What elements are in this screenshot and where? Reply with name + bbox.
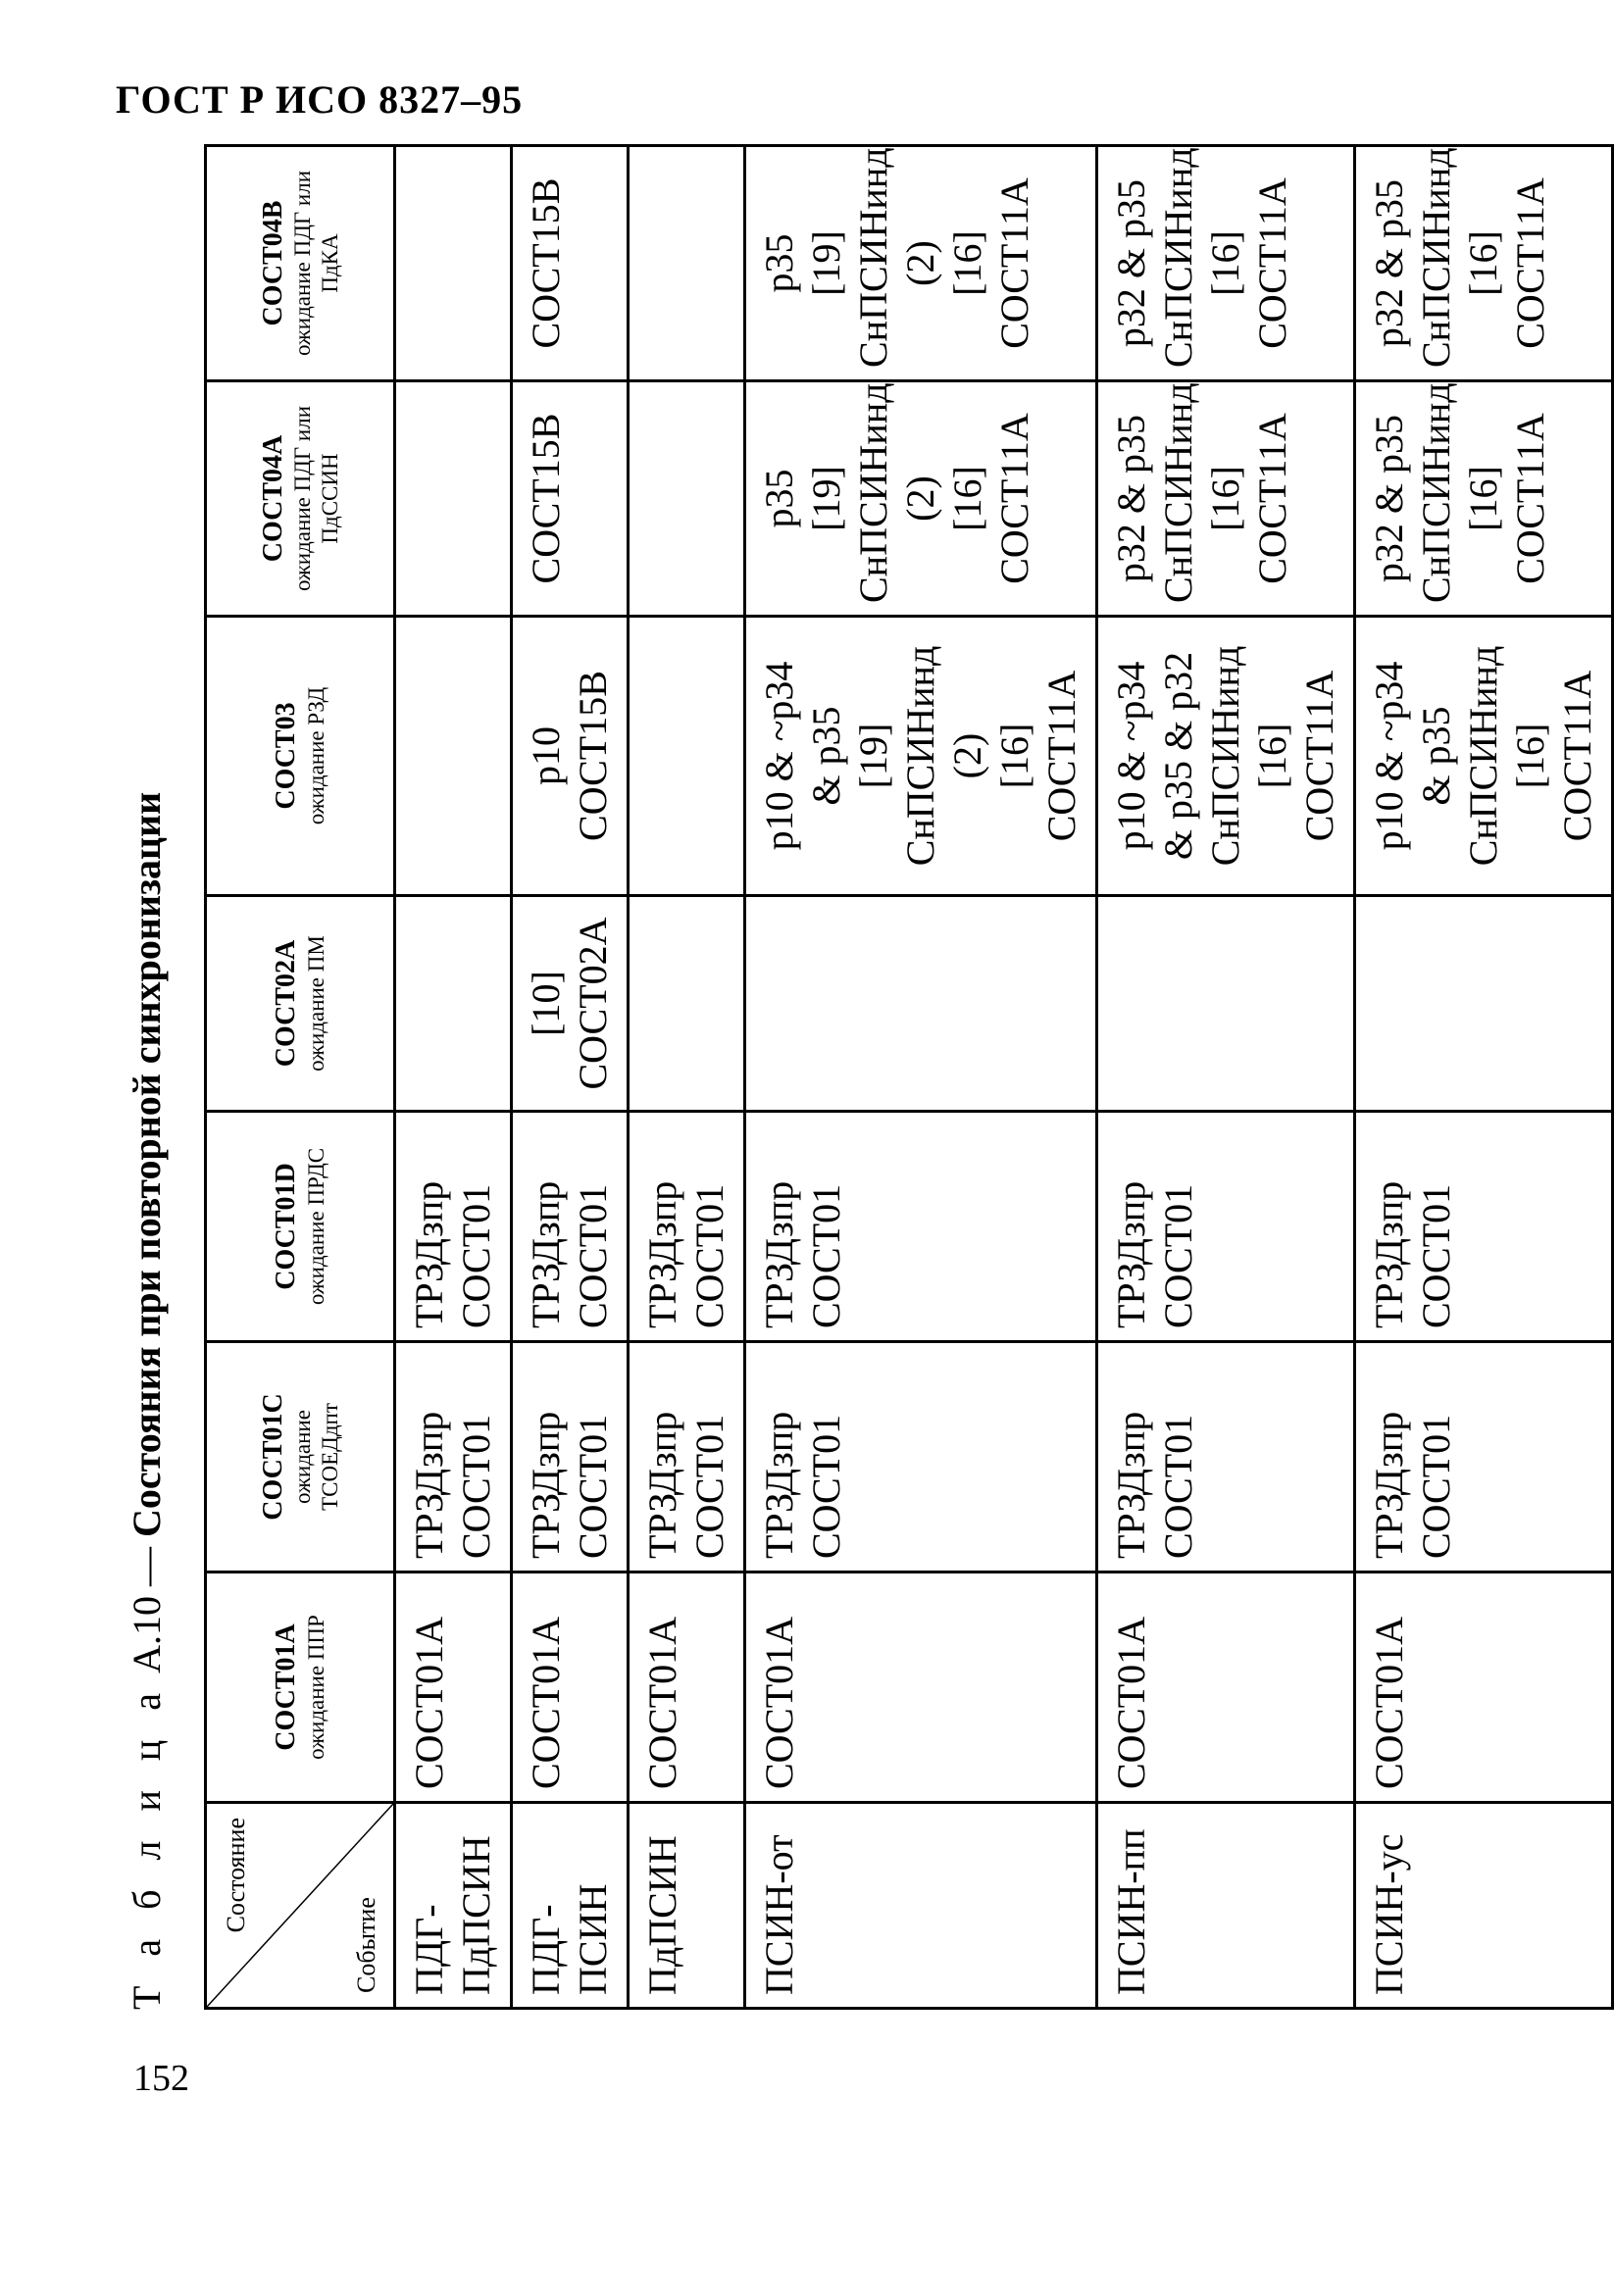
cell-line: [16] [945, 466, 989, 531]
cell-line: [19] [851, 723, 895, 789]
column-description: ожидание ПДГ или ПдКА [290, 170, 342, 357]
caption-title: Состояния при повторной синхронизации [125, 791, 169, 1538]
cell-line: [16] [992, 723, 1036, 789]
table-cell [629, 1572, 745, 1803]
table-caption [118, 792, 177, 2010]
cell-line: p32 & p35 [1109, 414, 1153, 583]
cell-line: ТРЗДзпр [524, 1180, 568, 1328]
table-cell [395, 1342, 512, 1572]
column-description: ожидание ПДГ или ПдССИН [290, 405, 342, 592]
table-cell [395, 896, 512, 1112]
table-row [1097, 146, 1355, 2009]
table-cell [1097, 1572, 1355, 1803]
column-code: СОСТ04В [257, 200, 288, 326]
table-cell [745, 1342, 1097, 1572]
column-header [206, 1342, 395, 1572]
table-cell [629, 146, 745, 381]
cell-line: СнПСИНинд [1414, 147, 1458, 368]
column-header [206, 617, 395, 896]
cell-line: СОСТ01А [1367, 1616, 1411, 1789]
caption-number: А.10 — [125, 1547, 169, 1673]
table-cell [1355, 1112, 1613, 1342]
cell-line: ТРЗДзпр [757, 1180, 801, 1328]
table-cell [745, 1572, 1097, 1803]
table-cell [395, 1112, 512, 1342]
cell-line: ТРЗДзпр [757, 1411, 801, 1559]
cell-line: СнПСИНинд [898, 645, 942, 867]
cell-line: ТРЗДзпр [1109, 1180, 1153, 1328]
table-cell [395, 1572, 512, 1803]
cell-line: СОСТ02А [571, 917, 615, 1090]
table-row [512, 146, 629, 2009]
cell-line: p10 [524, 726, 568, 785]
table-cell [1355, 617, 1613, 896]
event-cell: ПСИН-ус [1355, 1803, 1613, 2009]
column-description: ожидание РЗД [304, 686, 328, 825]
cell-line: СОСТ01 [454, 1183, 498, 1328]
cell-line: p10 & ~p34 [1367, 661, 1411, 851]
cell-line: СнПСИНинд [1156, 147, 1200, 368]
cell-line: ТРЗДзпр [1109, 1411, 1153, 1559]
table-cell [1097, 1342, 1355, 1572]
cell-line: [10] [524, 971, 568, 1036]
cell-line: СОСТ01А [640, 1616, 684, 1789]
event-cell: ПДГ-ПСИН [512, 1803, 629, 2009]
caption-prefix: Т а б л и ц а [125, 1682, 169, 2010]
corner-state-label: Состояние [222, 1818, 250, 1933]
cell-line: ТРЗДзпр [524, 1411, 568, 1559]
page-header: ГОСТ Р ИСО 8327–95 [116, 77, 524, 122]
table-cell [1355, 381, 1613, 617]
cell-line: СОСТ01А [407, 1616, 451, 1789]
cell-line: СОСТ01 [1414, 1414, 1458, 1559]
page-number: 152 [133, 2058, 189, 2099]
cell-line: СОСТ01 [804, 1183, 848, 1328]
cell-line: СОСТ11А [992, 413, 1036, 584]
cell-line: [19] [804, 466, 848, 531]
column-header [206, 896, 395, 1112]
cell-line: p10 & ~p34 [757, 661, 801, 851]
column-description: ожидание ПРДС [304, 1147, 328, 1306]
cell-line: СнПСИНинд [1156, 382, 1200, 603]
table-cell [745, 896, 1097, 1112]
cell-line: СОСТ15В [524, 177, 568, 349]
cell-line: p32 & p35 [1367, 178, 1411, 348]
table-cell [745, 1112, 1097, 1342]
cell-line: СнПСИНинд [1461, 645, 1505, 867]
rotated-table-page [118, 78, 1599, 2059]
cell-line: СОСТ11А [992, 177, 1036, 349]
cell-line: & p35 & p32 [1156, 651, 1200, 861]
corner-cell [206, 1803, 395, 2009]
column-header [206, 146, 395, 381]
table-cell [1355, 1572, 1613, 1803]
cell-line: ТРЗДзпр [407, 1411, 451, 1559]
cell-line: СОСТ15В [571, 671, 615, 841]
column-code: СОСТ01D [271, 1163, 302, 1290]
cell-line: СОСТ01 [1156, 1414, 1200, 1559]
table-cell [629, 617, 745, 896]
column-code: СОСТ01А [271, 1623, 302, 1751]
corner-event-label: Событие [351, 1897, 380, 1993]
event-cell: ПДГ-ПдПСИН [395, 1803, 512, 2009]
cell-line: [19] [804, 230, 848, 296]
cell-line: СОСТ11А [1508, 177, 1552, 349]
table-cell [512, 146, 629, 381]
column-header [206, 381, 395, 617]
column-header [206, 1572, 395, 1803]
column-description: ожидание ПМ [304, 935, 328, 1072]
cell-line: ТРЗДзпр [1367, 1180, 1411, 1328]
cell-line: [16] [1203, 466, 1247, 531]
column-code: СОСТ03 [271, 702, 302, 810]
table-cell [512, 1112, 629, 1342]
cell-line: [16] [1508, 723, 1552, 789]
table-cell [512, 1572, 629, 1803]
table-cell [629, 896, 745, 1112]
cell-line: [16] [1461, 230, 1505, 296]
cell-line: СОСТ11А [1250, 177, 1294, 349]
cell-line: p32 & p35 [1109, 178, 1153, 348]
table-cell [395, 617, 512, 896]
cell-line: СОСТ01 [804, 1414, 848, 1559]
table-row [395, 146, 512, 2009]
cell-line: СОСТ01А [1109, 1616, 1153, 1789]
cell-line: [16] [1203, 230, 1247, 296]
column-description: ожидание ППР [304, 1615, 328, 1760]
table-cell [1355, 1342, 1613, 1572]
cell-line: СОСТ01А [524, 1616, 568, 1789]
cell-line: СнПСИНинд [1414, 382, 1458, 603]
cell-line: & p35 [804, 706, 848, 806]
cell-line: (2) [898, 475, 942, 522]
table-cell [629, 381, 745, 617]
cell-line: (2) [945, 732, 989, 779]
table-cell [395, 381, 512, 617]
table-cell [1097, 1112, 1355, 1342]
cell-line: СОСТ11А [1039, 670, 1084, 842]
cell-line: СнПСИНинд [1203, 645, 1247, 867]
cell-line: p35 [757, 469, 801, 528]
cell-line: ТРЗДзпр [1367, 1411, 1411, 1559]
cell-line: СОСТ11А [1250, 413, 1294, 584]
event-cell: ПдПСИН [629, 1803, 745, 2009]
table-row [745, 146, 1097, 2009]
table-cell [512, 381, 629, 617]
cell-line: СОСТ01 [454, 1414, 498, 1559]
table-row [1355, 146, 1613, 2009]
cell-line: [16] [1461, 466, 1505, 531]
table-cell [512, 896, 629, 1112]
table-cell [745, 617, 1097, 896]
table-cell [1355, 146, 1613, 381]
cell-line: СОСТ11А [1508, 413, 1552, 584]
cell-line: p10 & ~p34 [1109, 661, 1153, 851]
table-cell [629, 1342, 745, 1572]
table-cell [1097, 896, 1355, 1112]
cell-line: СОСТ01 [571, 1414, 615, 1559]
event-cell: ПСИН-пп [1097, 1803, 1355, 2009]
cell-line: СОСТ01 [687, 1183, 731, 1328]
cell-line: СОСТ15В [524, 413, 568, 584]
cell-line: (2) [898, 240, 942, 286]
cell-line: p32 & p35 [1367, 414, 1411, 583]
cell-line: ТРЗДзпр [407, 1180, 451, 1328]
event-cell: ПСИН-от [745, 1803, 1097, 2009]
table-cell [745, 381, 1097, 617]
table-cell [1097, 617, 1355, 896]
cell-line: СОСТ11А [1297, 670, 1341, 842]
cell-line: СОСТ11А [1555, 670, 1599, 842]
column-code: СОСТ02А [271, 939, 302, 1068]
cell-line: ТРЗДзпр [640, 1180, 684, 1328]
cell-line: СнПСИНинд [851, 382, 895, 603]
cell-line: p35 [757, 233, 801, 293]
column-description: ожидание ТСОЕДдпт [290, 1403, 342, 1511]
column-code: СОСТ01С [257, 1393, 288, 1521]
column-header [206, 1112, 395, 1342]
table-row [629, 146, 745, 2009]
table-cell [629, 1112, 745, 1342]
cell-line: [16] [1250, 723, 1294, 789]
table-cell [1355, 896, 1613, 1112]
table-cell [1097, 381, 1355, 617]
table-cell [512, 617, 629, 896]
cell-line: & p35 [1414, 706, 1458, 806]
header-row [206, 146, 395, 2009]
table-cell [1097, 146, 1355, 381]
table-cell [395, 146, 512, 381]
cell-line: ТРЗДзпр [640, 1411, 684, 1559]
cell-line: СОСТ01 [571, 1183, 615, 1328]
cell-line: СОСТ01 [687, 1414, 731, 1559]
table-cell [512, 1342, 629, 1572]
column-code: СОСТ04А [257, 434, 288, 563]
states-table [204, 144, 1614, 2010]
cell-line: [16] [945, 230, 989, 296]
cell-line: СОСТ01 [1156, 1183, 1200, 1328]
cell-line: СОСТ01А [757, 1616, 801, 1789]
cell-line: СОСТ01 [1414, 1183, 1458, 1328]
table-cell [745, 146, 1097, 381]
cell-line: СнПСИНинд [851, 147, 895, 368]
